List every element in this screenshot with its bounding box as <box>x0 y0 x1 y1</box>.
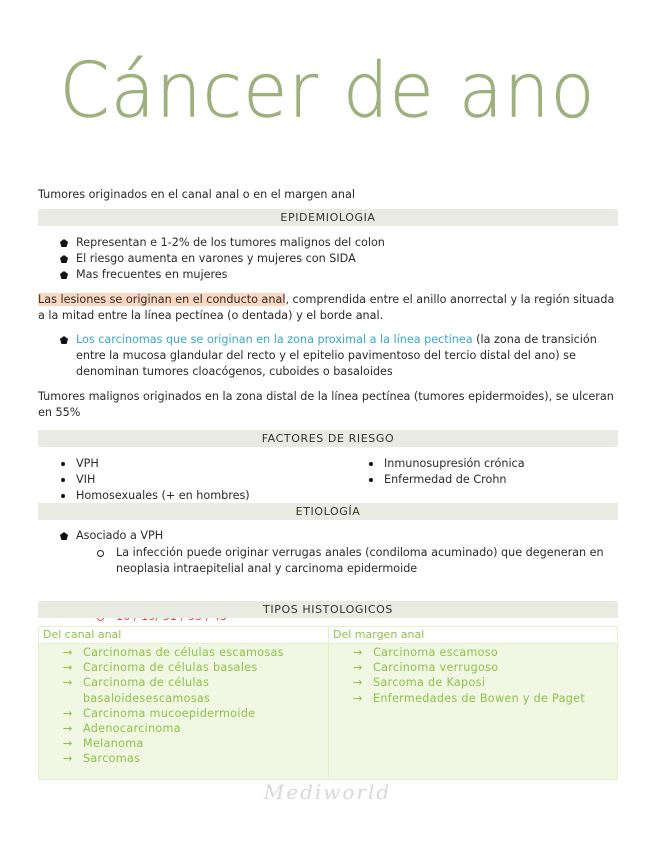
list-item: Mas frecuentes en mujeres <box>38 267 618 283</box>
column-header-canal: Del canal anal <box>39 627 329 644</box>
highlighted-text: Las lesiones se originan en el conducto anal <box>38 293 286 306</box>
intro-text: Tumores originados en el canal anal o en el margen anal <box>38 188 355 201</box>
list-item: → Carcinoma de células basales <box>63 661 258 675</box>
arrow-icon: → <box>63 676 73 690</box>
list-item <box>38 332 618 380</box>
list-item: VPH <box>38 456 338 472</box>
arrow-icon: → <box>63 752 73 766</box>
arrow-icon: → <box>353 676 363 690</box>
arrow-icon: → <box>63 646 73 659</box>
distal-paragraph: Tumores malignos originados en la zona distal de la línea pectínea (tumores epidermoides), se ulceran en 55% <box>38 390 614 419</box>
histology-table <box>38 626 618 780</box>
lesiones-paragraph <box>38 292 618 324</box>
section-header-etiologia: ETIOLOGÍA <box>38 503 618 520</box>
arrow-icon: → <box>63 737 73 751</box>
list-item: Representan e 1-2% de los tumores malignos del colon <box>38 235 618 251</box>
list-item: Asociado a VPH <box>38 528 618 544</box>
section-header-factores: FACTORES DE RIESGO <box>38 430 618 447</box>
list-item: VIH <box>38 472 338 488</box>
list-item: Homosexuales (+ en hombres) <box>38 488 338 504</box>
bullet-rest: (la zona de transición entre la mucosa glandular del recto y el epitelio pavimentoso del tercio distal del ano) se denominan tumores cloacógenos, cuboides o basaloides <box>76 333 597 378</box>
canal-cell <box>39 644 329 780</box>
list-item: Inmunosupresión crónica <box>346 456 626 472</box>
factores-left-list <box>38 456 338 504</box>
arrow-icon: → <box>353 646 363 659</box>
arrow-icon: → <box>63 661 73 675</box>
list-item: → Carcinoma de células basaloidesescamosas <box>63 676 211 705</box>
blue-text: Los carcinomas que se originan en la zona proximal a la línea pectínea <box>76 333 473 346</box>
list-item: → Adenocarcinoma <box>63 722 181 736</box>
arrow-icon: → <box>353 661 363 675</box>
list-item: → Sarcoma de Kaposi <box>353 676 486 690</box>
lesiones-rest: , comprendida entre el anillo anorrectal y la región situada a la mitad entre la línea pectínea (o dentada) y el borde anal. <box>38 293 615 322</box>
list-item: → Carcinoma mucoepidermoide <box>63 706 256 720</box>
etiologia-sub-item: La infección puede originar verrugas anales (condiloma acuminado) que degeneran en neoplasia intraepitelial anal y carcinoma epidermoide <box>38 545 618 577</box>
list-item: → Sarcomas <box>63 752 141 766</box>
arrow-icon: → <box>353 691 363 705</box>
section-header-epidemiologia: EPIDEMIOLOGIA <box>38 209 618 226</box>
section-header-tipos: TIPOS HISTOLOGICOS <box>38 601 618 618</box>
lesiones-list <box>38 332 618 380</box>
etiologia-list <box>38 528 618 544</box>
column-header-margen: Del margen anal <box>329 627 618 644</box>
page-title: Cáncer de ano <box>59 45 596 135</box>
watermark-logo: Mediworld <box>263 780 392 804</box>
factores-right-list <box>346 456 626 488</box>
list-item: El riesgo aumenta en varones y mujeres con SIDA <box>38 251 618 267</box>
arrow-icon: → <box>63 706 73 720</box>
list-item: → Carcinomas de células escamosas <box>63 646 284 659</box>
margen-cell <box>329 644 618 780</box>
list-item: → Carcinoma escamoso <box>353 646 499 659</box>
list-item: → Enfermedades de Bowen y de Paget <box>353 691 586 705</box>
arrow-icon: → <box>63 722 73 736</box>
list-item: Enfermedad de Crohn <box>346 472 626 488</box>
list-item: → Carcinoma verrugoso <box>353 661 499 675</box>
list-item: → Melanoma <box>63 737 144 751</box>
epidemiologia-list <box>38 235 618 283</box>
